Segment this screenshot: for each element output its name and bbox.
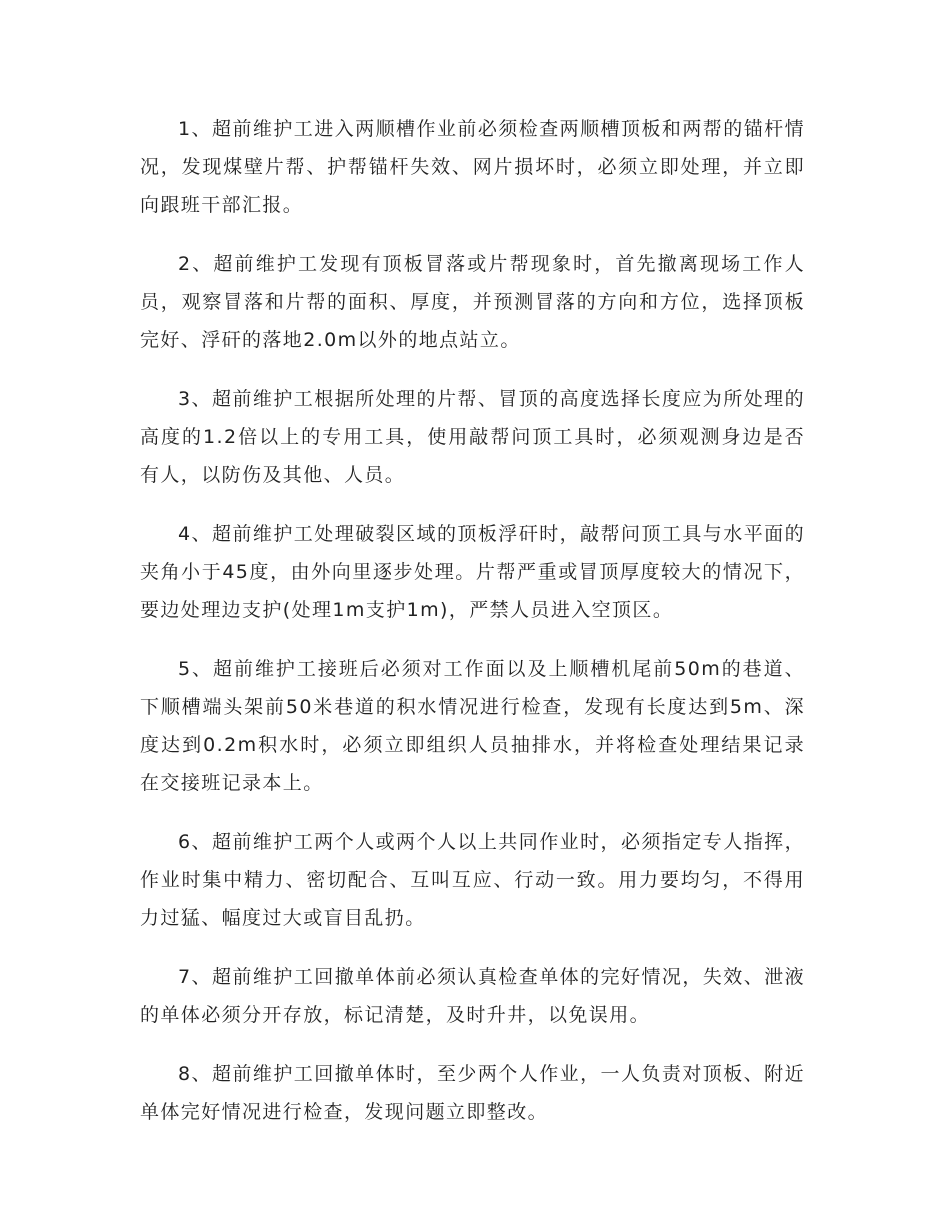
paragraph-8: 8、超前维护工回撤单体时，至少两个人作业，一人负责对顶板、附近单体完好情况进行检查，发现问题立即整改。 [140,1063,805,1123]
paragraph-3: 3、超前维护工根据所处理的片帮、冒顶的高度选择长度应为所处理的高度的1.2倍以上的专用工具，使用敲帮问顶工具时，必须观测身边是否有人，以防伤及其他、人员。 [140,388,805,486]
paragraph-7: 7、超前维护工回撤单体前必须认真检查单体的完好情况，失效、泄液的单体必须分开存放，标记清楚，及时升井，以免误用。 [140,966,805,1026]
paragraph-2: 2、超前维护工发现有顶板冒落或片帮现象时，首先撤离现场工作人员，观察冒落和片帮的面积、厚度，并预测冒落的方向和方位，选择顶板完好、浮矸的落地2.0m以外的地点站立。 [140,253,805,351]
paragraph-6: 6、超前维护工两个人或两个人以上共同作业时，必须指定专人指挥，作业时集中精力、密切配合、互叫互应、行动一致。用力要均匀，不得用力过猛、幅度过大或盲目乱扔。 [140,831,805,929]
paragraph-5: 5、超前维护工接班后必须对工作面以及上顺槽机尾前50m的巷道、下顺槽端头架前50米巷道的积水情况进行检查，发现有长度达到5m、深度达到0.2m积水时，必须立即组织人员抽排水，并将检查处理结果记录在交接班记录本上。 [140,658,805,794]
paragraph-1: 1、超前维护工进入两顺槽作业前必须检查两顺槽顶板和两帮的锚杆情况，发现煤壁片帮、护帮锚杆失效、网片损坏时，必须立即处理，并立即向跟班干部汇报。 [140,118,805,216]
document-body [140,110,805,1152]
paragraph-4: 4、超前维护工处理破裂区域的顶板浮矸时，敲帮问顶工具与水平面的夹角小于45度，由外向里逐步处理。片帮严重或冒顶厚度较大的情况下，要边处理边支护(处理1m支护1m)，严禁人员进入空顶区。 [140,523,805,621]
